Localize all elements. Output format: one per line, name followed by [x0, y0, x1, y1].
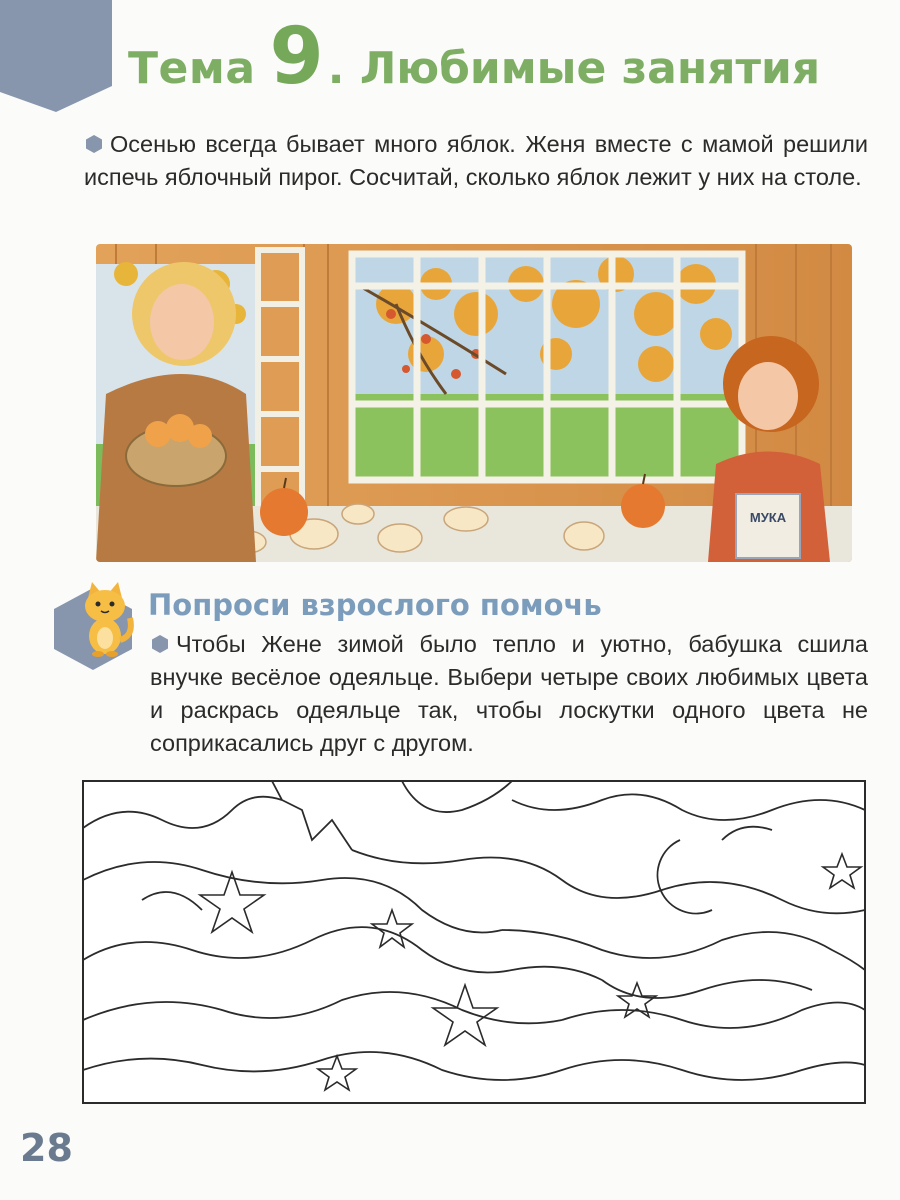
task-1-paragraph — [84, 128, 868, 194]
topic-word: Тема — [128, 43, 256, 94]
hexagon-bullet-icon — [150, 634, 170, 654]
hexagon-bullet-icon — [84, 134, 104, 154]
flour-bag-label: МУКА — [749, 510, 787, 525]
quilt-coloring-area[interactable] — [82, 780, 866, 1104]
corner-hexagon-tab — [0, 0, 112, 112]
page-number: 28 — [20, 1126, 73, 1170]
task-2-paragraph — [150, 628, 868, 760]
topic-number: 9 — [269, 12, 324, 102]
topic-title: . Любимые занятия — [327, 43, 821, 94]
cat-mascot-icon — [74, 578, 136, 658]
task-2-text: Чтобы Жене зимой было тепло и уютно, бабушка сшила внучке весёлое одеяльце. Выбери четыре своих любимых цвета и раскрась одеяльце так, чтобы лоскутки одного цвета не соприкасались друг с другом. — [150, 631, 868, 756]
section-2-title: Попроси взрослого помочь — [148, 588, 602, 622]
apple-kitchen-illustration — [96, 244, 852, 562]
task-1-text: Осенью всегда бывает много яблок. Женя вместе с мамой решили испечь яблочный пирог. Сосчитай, сколько яблок лежит у них на столе. — [84, 131, 868, 190]
page-title — [128, 12, 820, 112]
